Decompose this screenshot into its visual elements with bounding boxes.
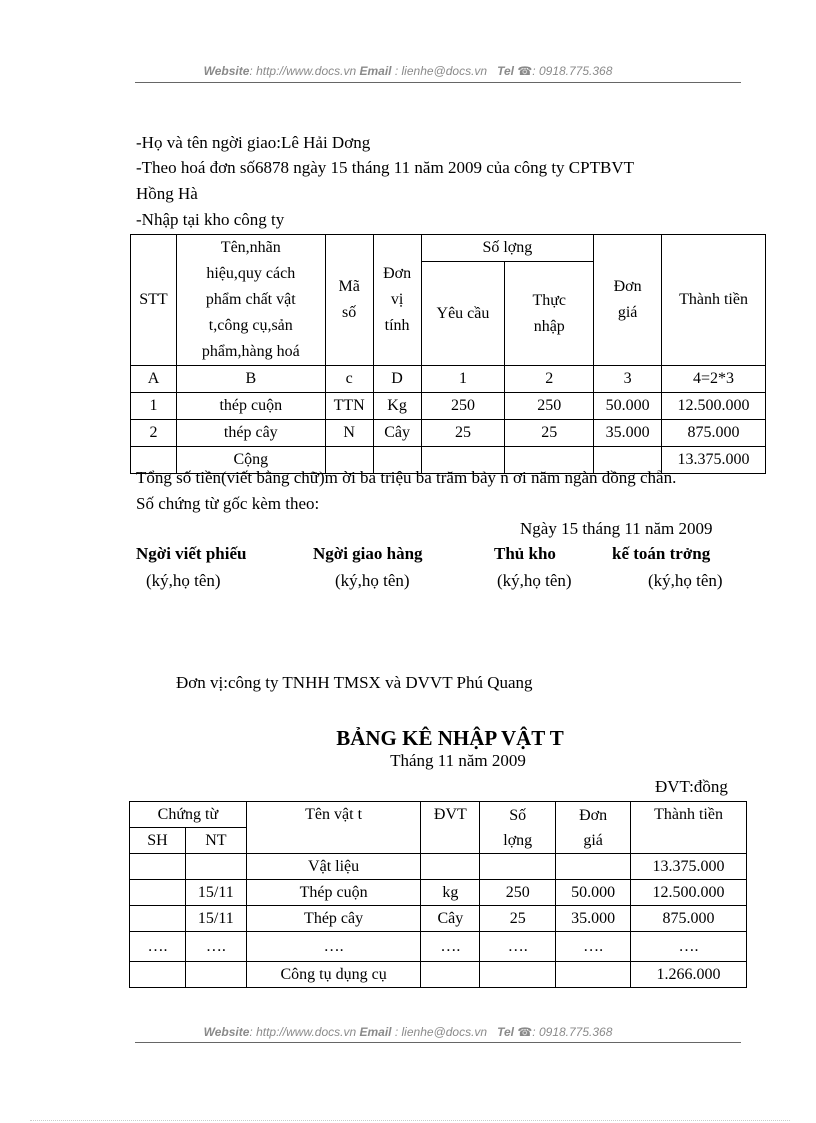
company-line: Hồng Hà [136,184,198,203]
table-cell: 2 [131,420,177,447]
signature-note: (ký,họ tên) [648,571,723,590]
header-unit-line: vị [390,291,404,308]
email-value: : lienhe@docs.vn [394,64,488,78]
email-label: Email [359,64,392,78]
table-cell: 12.500.000 [662,393,766,420]
website-value: : http://www.docs.vn [249,1025,357,1039]
table-cell: …. [556,932,631,962]
deliverer-line: -Họ và tên ngời giao:Lê Hải Dơng [136,133,371,152]
table-cell: …. [421,932,480,962]
table-cell: 1.266.000 [631,962,747,988]
header-stt: STT [131,235,177,366]
currency-unit: ĐVT:đồng [655,777,728,796]
header-item-name [176,235,325,366]
table-cell: 875.000 [662,420,766,447]
header-code-line: số [342,304,357,321]
table-cell: 875.000 [631,906,747,932]
header-row [131,235,766,262]
table-cell: 13.375.000 [631,854,747,880]
table-cell: D [373,366,421,393]
header-qty-required: Yêu cầu [421,262,505,366]
amount-in-words: Tổng số tiền(viết bằng chữ)m ời ba triệu ba trăm bảy n ơi năm ngàn đồng chẵn. [136,468,677,487]
table-cell: thép cây [176,420,325,447]
table-cell [480,962,556,988]
unit-line: Đơn vị:công ty TNHH TMSX và DVVT Phú Quang [176,673,533,692]
website-label: Website [203,64,250,78]
signature-title: Thủ kho [494,544,556,563]
warehouse-line: -Nhập tại kho công ty [136,210,285,229]
table-cell: Cây [373,420,421,447]
table-cell: c [325,366,373,393]
header-price [556,802,631,854]
table-cell: 15/11 [185,880,246,906]
header-qty-line: lợng [503,831,533,849]
page-footer [0,1025,816,1039]
table-cell [185,854,246,880]
signature-title: kế toán trởng [612,544,711,563]
table-cell: 250 [480,880,556,906]
footer-rule [135,1042,741,1043]
email-label: Email [359,1025,392,1039]
signature-note: (ký,họ tên) [146,571,221,590]
table-cell: Vật liệu [246,854,421,880]
invoice-line: -Theo hoá đơn số6878 ngày 15 tháng 11 năm 2009 của công ty CPTBVT [136,158,634,177]
receipt-table [130,234,766,474]
table-cell: 1 [421,366,505,393]
table-cell [130,906,186,932]
page-edge [30,1120,790,1121]
header-price-line: giá [583,831,603,849]
code-row [131,366,766,393]
header-amount: Thành tiền [631,802,747,854]
table-row [130,932,747,962]
header-qty-line: Số [509,806,527,824]
table-cell: 4=2*3 [662,366,766,393]
table-cell: 35.000 [594,420,662,447]
table-cell: TTN [325,393,373,420]
table-cell: 250 [505,393,594,420]
header-nt: NT [185,828,246,854]
tel-value: : 0918.775.368 [532,1025,613,1039]
table-cell: 25 [421,420,505,447]
signature-deliverer [313,544,423,564]
signature-title: Ngời viết phiếu [136,544,247,563]
table-cell: 1 [131,393,177,420]
table-cell: 35.000 [556,906,631,932]
signature-title: Ngời giao hàng [313,544,423,563]
header-quantity [480,802,556,854]
table-cell: …. [480,932,556,962]
header-voucher: Chứng từ [130,802,247,828]
header-row [130,802,747,828]
table-cell [421,854,480,880]
report-title: BẢNG KÊ NHẬP VẬT T [336,726,564,750]
signature-accountant [612,544,710,564]
header-price-line: giá [617,304,638,321]
table-cell: 25 [505,420,594,447]
header-sh: SH [130,828,186,854]
tel-label: Tel [497,64,514,78]
report-subtitle: Tháng 11 năm 2009 [390,751,526,770]
phone-icon: ☎ [517,64,533,78]
header-rule [135,82,741,83]
header-price-line: Đơn [579,806,608,824]
table-cell: …. [185,932,246,962]
table-cell: 50.000 [556,880,631,906]
table-cell: 2 [505,366,594,393]
header-code-line: Mã [338,278,360,295]
signature-writer [136,544,246,564]
header-name-line: hiệu,quy cách [206,265,296,282]
table-cell: Kg [373,393,421,420]
table-row [130,854,747,880]
table-cell: kg [421,880,480,906]
header-qty-actual [505,262,594,366]
header-unit-line: tính [384,317,410,334]
table-row [131,393,766,420]
table-cell [421,962,480,988]
header-unit [373,235,421,366]
header-name-line: Tên,nhãn [220,239,281,256]
table-cell: B [176,366,325,393]
header-name-line: phẩm chất vật [205,291,296,308]
report-table [129,801,747,988]
header-quantity: Số lợng [421,235,594,262]
table-cell [185,962,246,988]
table-cell: …. [246,932,421,962]
table-cell [480,854,556,880]
table-cell: Thép cuộn [246,880,421,906]
attached-docs: Số chứng từ gốc kèm theo: [136,494,320,513]
table-cell: …. [130,932,186,962]
header-name-line: t,công cụ,sản [208,317,293,334]
page-header [0,64,816,78]
header-amount: Thành tiền [662,235,766,366]
table-cell [556,962,631,988]
table-row [131,420,766,447]
header-material-name: Tên vật t [246,802,421,854]
table-cell: 250 [421,393,505,420]
tel-value: : 0918.775.368 [532,64,613,78]
total-label: Cộng [176,447,325,474]
table-cell [556,854,631,880]
table-cell [130,880,186,906]
table-row [130,962,747,988]
table-cell: Cây [421,906,480,932]
phone-icon: ☎ [517,1025,533,1039]
table-cell: 25 [480,906,556,932]
document-date: Ngày 15 tháng 11 năm 2009 [520,519,713,538]
signature-note: (ký,họ tên) [497,571,572,590]
header-price [594,235,662,366]
table-cell: 12.500.000 [631,880,747,906]
table-cell: Công tụ dụng cụ [246,962,421,988]
table-cell: N [325,420,373,447]
header-price-line: Đơn [613,278,642,295]
table-cell: Thép cây [246,906,421,932]
header-name-line: phẩm,hàng hoá [201,343,300,360]
header-qty-actual-line: Thực [532,291,567,309]
header-unit: ĐVT [421,802,480,854]
table-row [130,880,747,906]
table-cell: 15/11 [185,906,246,932]
table-cell: A [131,366,177,393]
table-row [130,906,747,932]
table-cell: 3 [594,366,662,393]
table-cell: thép cuộn [176,393,325,420]
table-cell [130,962,186,988]
signature-note: (ký,họ tên) [335,571,410,590]
tel-label: Tel [497,1025,514,1039]
table-cell: …. [631,932,747,962]
email-value: : lienhe@docs.vn [394,1025,488,1039]
website-value: : http://www.docs.vn [249,64,357,78]
table-cell [130,854,186,880]
total-value: 13.375.000 [662,447,766,474]
header-unit-line: Đơn [383,265,412,282]
website-label: Website [203,1025,250,1039]
header-qty-actual-line: nhập [533,317,565,335]
header-code [325,235,373,366]
signature-storekeeper [494,544,556,564]
table-cell: 50.000 [594,393,662,420]
